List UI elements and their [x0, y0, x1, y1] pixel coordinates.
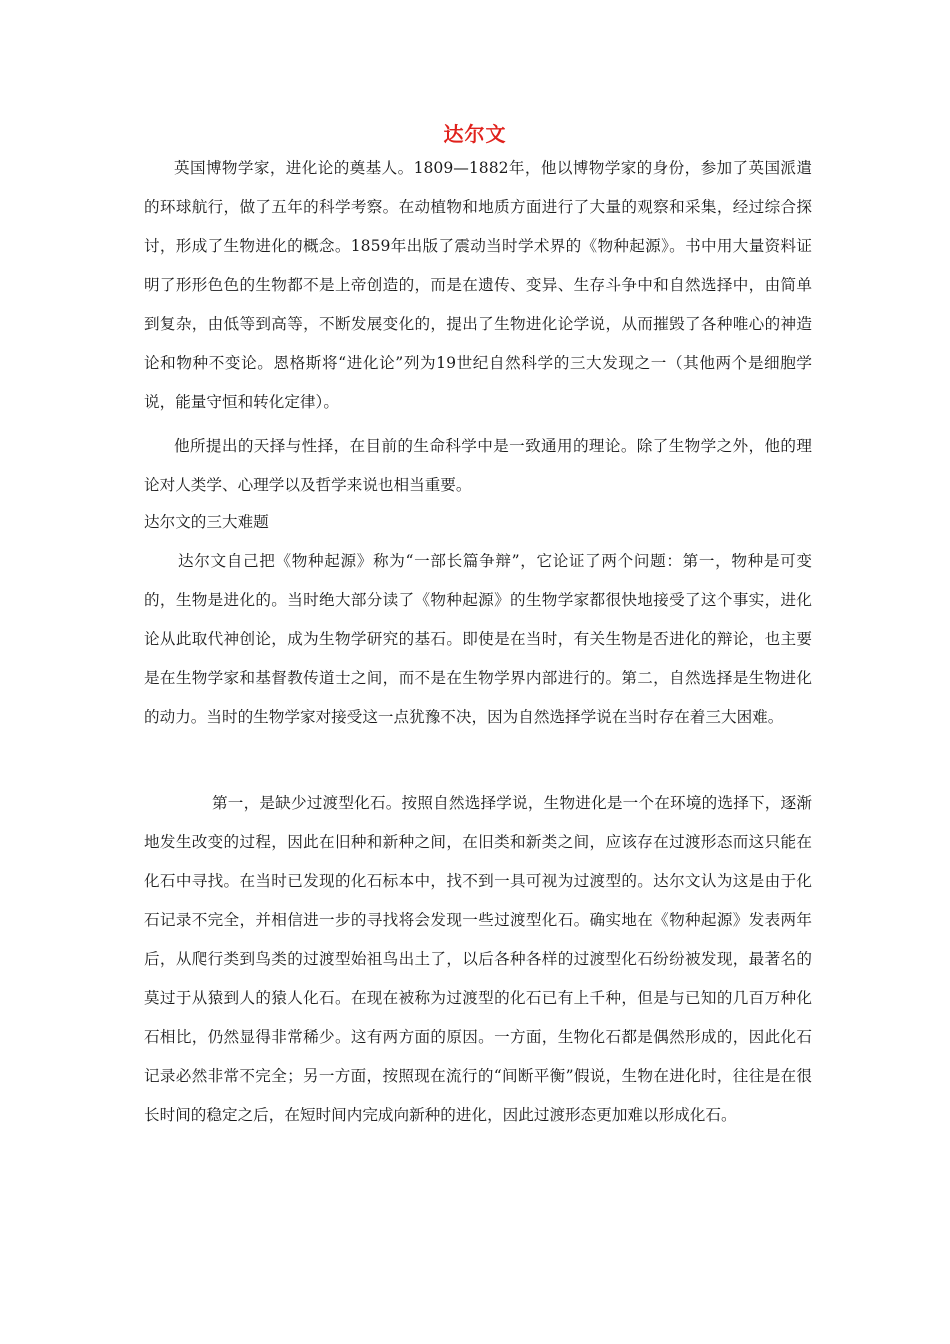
theory-paragraph: 他所提出的天择与性择，在目前的生命科学中是一致通用的理论。除了生物学之外，他的理论对人类学、心理学以及哲学来说也相当重要。 [144, 437, 812, 494]
debate-paragraph: 达尔文自己把《物种起源》称为“一部长篇争辩”，它论证了两个问题：第一，物种是可变的，生物是进化的。当时绝大部分读了《物种起源》的生物学家都很快地接受了这个事实，进化论从此取代神创论，成为生物学研究的基石。即使是在当时，有关生物是否进化的辩论，也主要是在生物学家和基督教传道士之间，而不是在生物学界内部进行的。第二，自然选择是生物进化的动力。当时的生物学家对接受这一点犹豫不决，因为自然选择学说在当时存在着三大困难。 [144, 552, 812, 726]
document-title: 达尔文 [443, 122, 507, 146]
section-heading: 达尔文的三大难题 [144, 513, 269, 531]
intro-paragraph: 英国博物学家，进化论的奠基人。1809—1882年，他以博物学家的身份，参加了英国派遣的环球航行，做了五年的科学考察。在动植物和地质方面进行了大量的观察和采集，经过综合探讨，形成了生物进化的概念。1859年出版了震动当时学术界的《物种起源》。书中用大量资料证明了形形色色的生物都不是上帝创造的，而是在遗传、变异、生存斗争中和自然选择中，由简单到复杂，由低等到高等，不断发展变化的，提出了生物进化论学说，从而摧毁了各种唯心的神造论和物种不变论。恩格斯将“进化论”列为19世纪自然科学的三大发现之一（其他两个是细胞学说，能量守恒和转化定律）。 [144, 159, 812, 411]
fossil-paragraph: 第一，是缺少过渡型化石。按照自然选择学说，生物进化是一个在环境的选择下，逐渐地发生改变的过程，因此在旧种和新种之间，在旧类和新类之间，应该存在过渡形态而这只能在化石中寻找。在当时已发现的化石标本中，找不到一具可视为过渡型的。达尔文认为这是由于化石记录不完全，并相信进一步的寻找将会发现一些过渡型化石。确实地在《物种起源》发表两年后，从爬行类到鸟类的过渡型始祖鸟出土了，以后各种各样的过渡型化石纷纷被发现，最著名的莫过于从猿到人的猿人化石。在现在被称为过渡型的化石已有上千种，但是与已知的几百万种化石相比，仍然显得非常稀少。这有两方面的原因。一方面，生物化石都是偶然形成的，因此化石记录必然非常不完全；另一方面，按照现在流行的“间断平衡”假说，生物在进化时，往往是在很长时间的稳定之后，在短时间内完成向新种的进化，因此过渡形态更加难以形成化石。 [144, 794, 812, 1124]
